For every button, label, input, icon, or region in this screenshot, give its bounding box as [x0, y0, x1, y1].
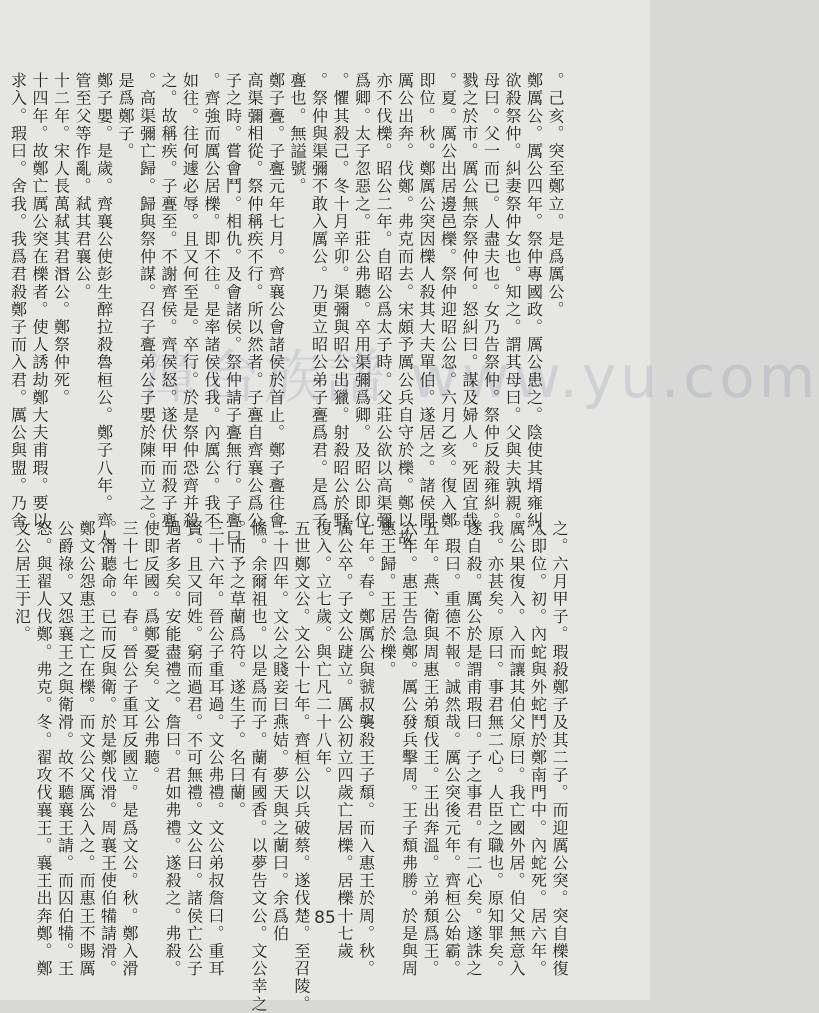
text-column: 過者多矣。安能盡禮之。詹曰。君如弗禮。遂殺之。弗殺。 [163, 520, 182, 978]
text-column: 惠王歸。王居於櫟。 [378, 520, 397, 679]
text-column: 十二年。宋人長萬弒其君湣公。鄭祭仲死。 [51, 72, 71, 407]
text-column: 。滑聽命。已而反與衛。於是鄭伐滑。周襄王使伯犕請滑。 [98, 520, 118, 978]
text-column: 復入。立七歲。與亡凡二十八年。 [313, 520, 333, 784]
text-column: 亹也。無謚號。 [288, 72, 307, 196]
text-column: 賢。且又同姓。窮而過君。不可無禮。文公曰。諸侯亡公子 [184, 520, 204, 978]
text-column: 入即位。初。內蛇與外蛇鬥於鄭南門中。內蛇死。居六年。 [528, 520, 548, 978]
watermark: 漳台族譜 www.yu.com [140, 343, 819, 411]
text-column: 即位。秋。鄭厲公突因櫟人殺其大夫單伯。遂居之。諸侯聞 [417, 72, 436, 530]
text-column: 鄭文公怨惠王之亡在櫟。而文公父厲公入之。而惠王不賜厲 [77, 520, 96, 978]
text-column: 。而予之草蘭爲符。遂生子。名曰蘭。 [227, 520, 247, 820]
text-column: 公爵祿。又怨襄王之與衛滑。故不聽襄王請。而囚伯犕。王 [55, 520, 75, 978]
text-column: 三十六年。晉公子重耳過。文公弗禮。文公弟叔詹曰。重耳 [206, 520, 225, 978]
text-block-upper [8, 72, 566, 548]
text-column: 求入。瑕曰。舍我。我爲君殺鄭子而入君。厲公與盟。乃舍 [8, 72, 28, 530]
text-column: 使即反國。爲鄭憂矣。文公弗聽。 [141, 520, 161, 784]
text-column: 我。亦甚矣。原曰。事君無二心。人臣之職也。原知罪矣。 [485, 520, 505, 978]
text-column: 子之時。嘗會鬥。相仇。及會諸侯。祭仲請子亹無行。子亹曰 [223, 72, 243, 548]
text-column: 。高渠彌亡歸。歸與祭仲謀。召子亹弟公子嬰於陳而立之。 [137, 72, 157, 530]
text-column: 鯈。余爾祖也。以是爲而子。蘭有國香。以夢告文公。文公幸之 [249, 520, 268, 1013]
text-column: 文公居王于氾。 [12, 520, 32, 644]
text-column: 鄭子嬰。是歲。齊襄公使彭生醉拉殺魯桓公。鄭子八年。齊人 [94, 72, 114, 548]
text-column: 鄭厲公。厲公四年。祭仲專國政。厲公患之。陰使其壻雍糾。 [524, 72, 544, 548]
text-column: 母曰。父一而已。人盡夫也。女乃告祭仲。祭仲反殺雍糾。 [481, 72, 501, 530]
text-column: 二十四年。文公之賤妾曰燕姞。夢天與之蘭曰。余爲伯 [270, 520, 290, 943]
text-column: 之。故稱疾。子亹至。不謝齊侯。齊侯怒。遂伏甲而殺子亹 [159, 72, 178, 530]
text-column: 。瑕曰。重德不報。誠然哉。厲公突後元年。齊桓公始霸。 [442, 520, 462, 978]
text-column: 厲公卒。子文公踕立。厲公初立四歲亡居櫟。居櫟十七歲 [335, 520, 354, 960]
text-column: 厲公出奔。伐鄭。弗克而去。宋頗予厲公兵自守於櫟。鄭以故 [395, 72, 415, 548]
text-column: 怒。與翟人伐鄭。弗克。冬。翟攻伐襄王。襄王出奔鄭。鄭 [34, 520, 53, 978]
text-column: 爲卿。太子忽惡之。莊公弗聽。卒用渠彌爲卿。及昭公即位 [352, 72, 372, 530]
text-column: 欲殺祭仲。糾妻祭仲女也。知之。謂其母曰。父與夫孰親。 [503, 72, 522, 530]
text-column: 厲公果復入。入而讓其伯父原曰。我亡國外居。伯父無意入 [507, 520, 526, 978]
text-column: 鄭子亹。子亹元年七月。齊襄公會諸侯於首止。鄭子亹往會。 [266, 72, 286, 548]
text-column: 六年。惠王告急鄭。厲公發兵擊周。王子頹弗勝。於是與周 [399, 520, 419, 978]
text-column: 如往。往何遽必辱。且又何至是。卒行。於是祭仲恐齊并殺 [180, 72, 200, 530]
page-number: 85 [314, 908, 336, 928]
text-column: 。懼其殺己。冬十月辛卯。渠彌與昭公出獵。射殺昭公於野 [331, 72, 350, 530]
text-column: 遂自殺。厲公於是謂甫瑕曰。子之事君。有二心矣。遂誅之 [464, 520, 483, 978]
text-column: 。齊強而厲公居櫟。即不往。是率諸侯伐我。內厲公。我不 [202, 72, 221, 530]
text-column: 之。六月甲子。瑕殺鄭子及其二子。而迎厲公突。突自櫟復 [550, 520, 569, 978]
text-column: 戮之於市。厲公無奈祭仲何。怒糾曰。謀及婦人。死固宜哉 [460, 72, 479, 530]
text-column: 。祭仲與渠彌不敢入厲公。乃更立昭公弟子亹爲君。是爲子 [309, 72, 329, 530]
text-column: 五年。燕、衛與周惠王弟頹伐王。王出奔溫。立弟頹爲王。 [421, 520, 440, 978]
text-column: 。己亥。突至鄭立。是爲厲公。 [546, 72, 565, 319]
text-column: 七年。春。鄭厲公與虢叔襲殺王子頹。而入惠王於周。秋。 [356, 520, 376, 978]
text-column: 三十七年。春。晉公子重耳反國立。是爲文公。秋。鄭入滑 [120, 520, 139, 978]
text-column: 。夏。厲公出居邊邑櫟。祭仲迎昭公忽。六月乙亥。復入鄭 [438, 72, 458, 530]
text-column: 十四年。故鄭亡厲公突在櫟者。使人誘劫鄭大夫甫瑕。要以 [30, 72, 49, 530]
text-column: 管至父等作亂。弒其君襄公。 [73, 72, 92, 301]
text-column: 亦不伐櫟。昭公二年。自昭公爲太子時。父莊公欲以高渠彌 [374, 72, 393, 530]
text-column: 五世鄭文公。文公十七年。齊桓公以兵破蔡。遂伐楚。至召陵。 [292, 520, 311, 1013]
text-column: 是爲鄭子。 [116, 72, 135, 160]
text-column: 高渠彌相從。祭仲稱疾不行。所以然者。子亹自齊襄公爲公 [245, 72, 264, 530]
